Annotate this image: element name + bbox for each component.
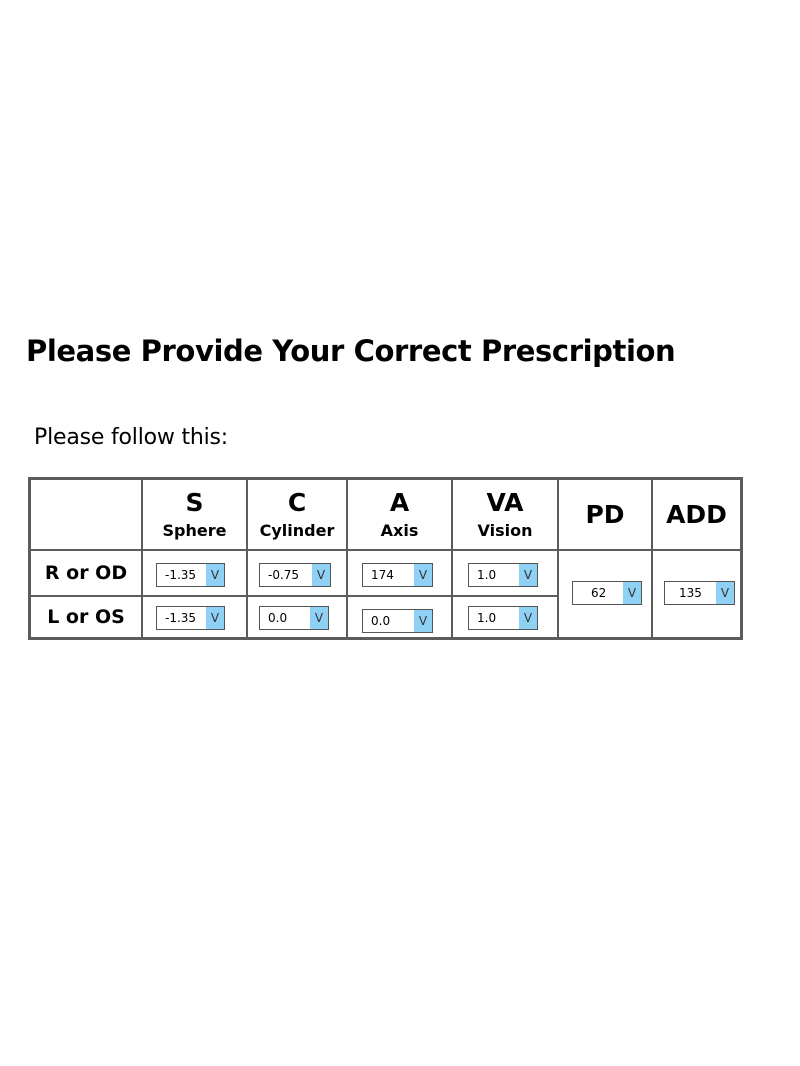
pd-value: 62 [591, 586, 607, 600]
chevron-down-icon[interactable]: V [206, 607, 224, 629]
l-sphere-value: -1.35 [165, 611, 197, 625]
l-axis-value: 0.0 [371, 614, 391, 628]
header-vision-abbr: VA [486, 487, 524, 517]
r-vision-value: 1.0 [477, 568, 497, 582]
chevron-down-icon[interactable]: V [206, 564, 224, 586]
header-cylinder [248, 480, 348, 551]
l-vision-value: 1.0 [477, 611, 497, 625]
chevron-down-icon[interactable]: V [623, 582, 641, 604]
header-cylinder-full: Cylinder [259, 520, 335, 540]
r-sphere-select[interactable] [156, 563, 225, 587]
row-label-left-text: L or OS [47, 606, 125, 628]
page-title: Please Provide Your Correct Prescription [26, 334, 676, 368]
r-axis-value: 174 [371, 568, 394, 582]
l-sphere-select[interactable] [156, 606, 225, 630]
l-cylinder-select[interactable] [259, 606, 329, 630]
chevron-down-icon[interactable]: V [519, 607, 537, 629]
row-label-right-text: R or OD [44, 562, 128, 584]
header-sphere-full: Sphere [162, 520, 227, 540]
l-cylinder-value: 0.0 [268, 611, 288, 625]
header-axis-full: Axis [380, 520, 419, 540]
r-axis-select[interactable] [362, 563, 433, 587]
row-label-left [31, 597, 143, 637]
l-axis-select[interactable] [362, 609, 433, 633]
header-pd-abbr: PD [585, 499, 625, 529]
corner-cell [31, 480, 143, 551]
r-cylinder-select[interactable] [259, 563, 331, 587]
l-vision-select[interactable] [468, 606, 538, 630]
header-cylinder-abbr: C [287, 487, 307, 517]
prescription-table [28, 477, 743, 640]
header-axis [348, 480, 453, 551]
chevron-down-icon[interactable]: V [716, 582, 734, 604]
r-sphere-value: -1.35 [165, 568, 197, 582]
add-select[interactable] [664, 581, 735, 605]
header-pd [559, 480, 653, 551]
header-vision [453, 480, 559, 551]
instruction-text: Please follow this: [34, 425, 229, 450]
pd-select[interactable] [572, 581, 642, 605]
header-vision-full: Vision [477, 520, 533, 540]
header-sphere [143, 480, 248, 551]
chevron-down-icon[interactable]: V [310, 607, 328, 629]
chevron-down-icon[interactable]: V [414, 610, 432, 632]
chevron-down-icon[interactable]: V [519, 564, 537, 586]
row-label-right [31, 551, 143, 597]
header-sphere-abbr: S [185, 487, 204, 517]
header-axis-abbr: A [389, 487, 410, 517]
add-value: 135 [679, 586, 702, 600]
header-add-abbr: ADD [666, 499, 727, 529]
r-vision-select[interactable] [468, 563, 538, 587]
chevron-down-icon[interactable]: V [414, 564, 432, 586]
r-cylinder-value: -0.75 [268, 568, 300, 582]
header-add [653, 480, 740, 551]
chevron-down-icon[interactable]: V [312, 564, 330, 586]
